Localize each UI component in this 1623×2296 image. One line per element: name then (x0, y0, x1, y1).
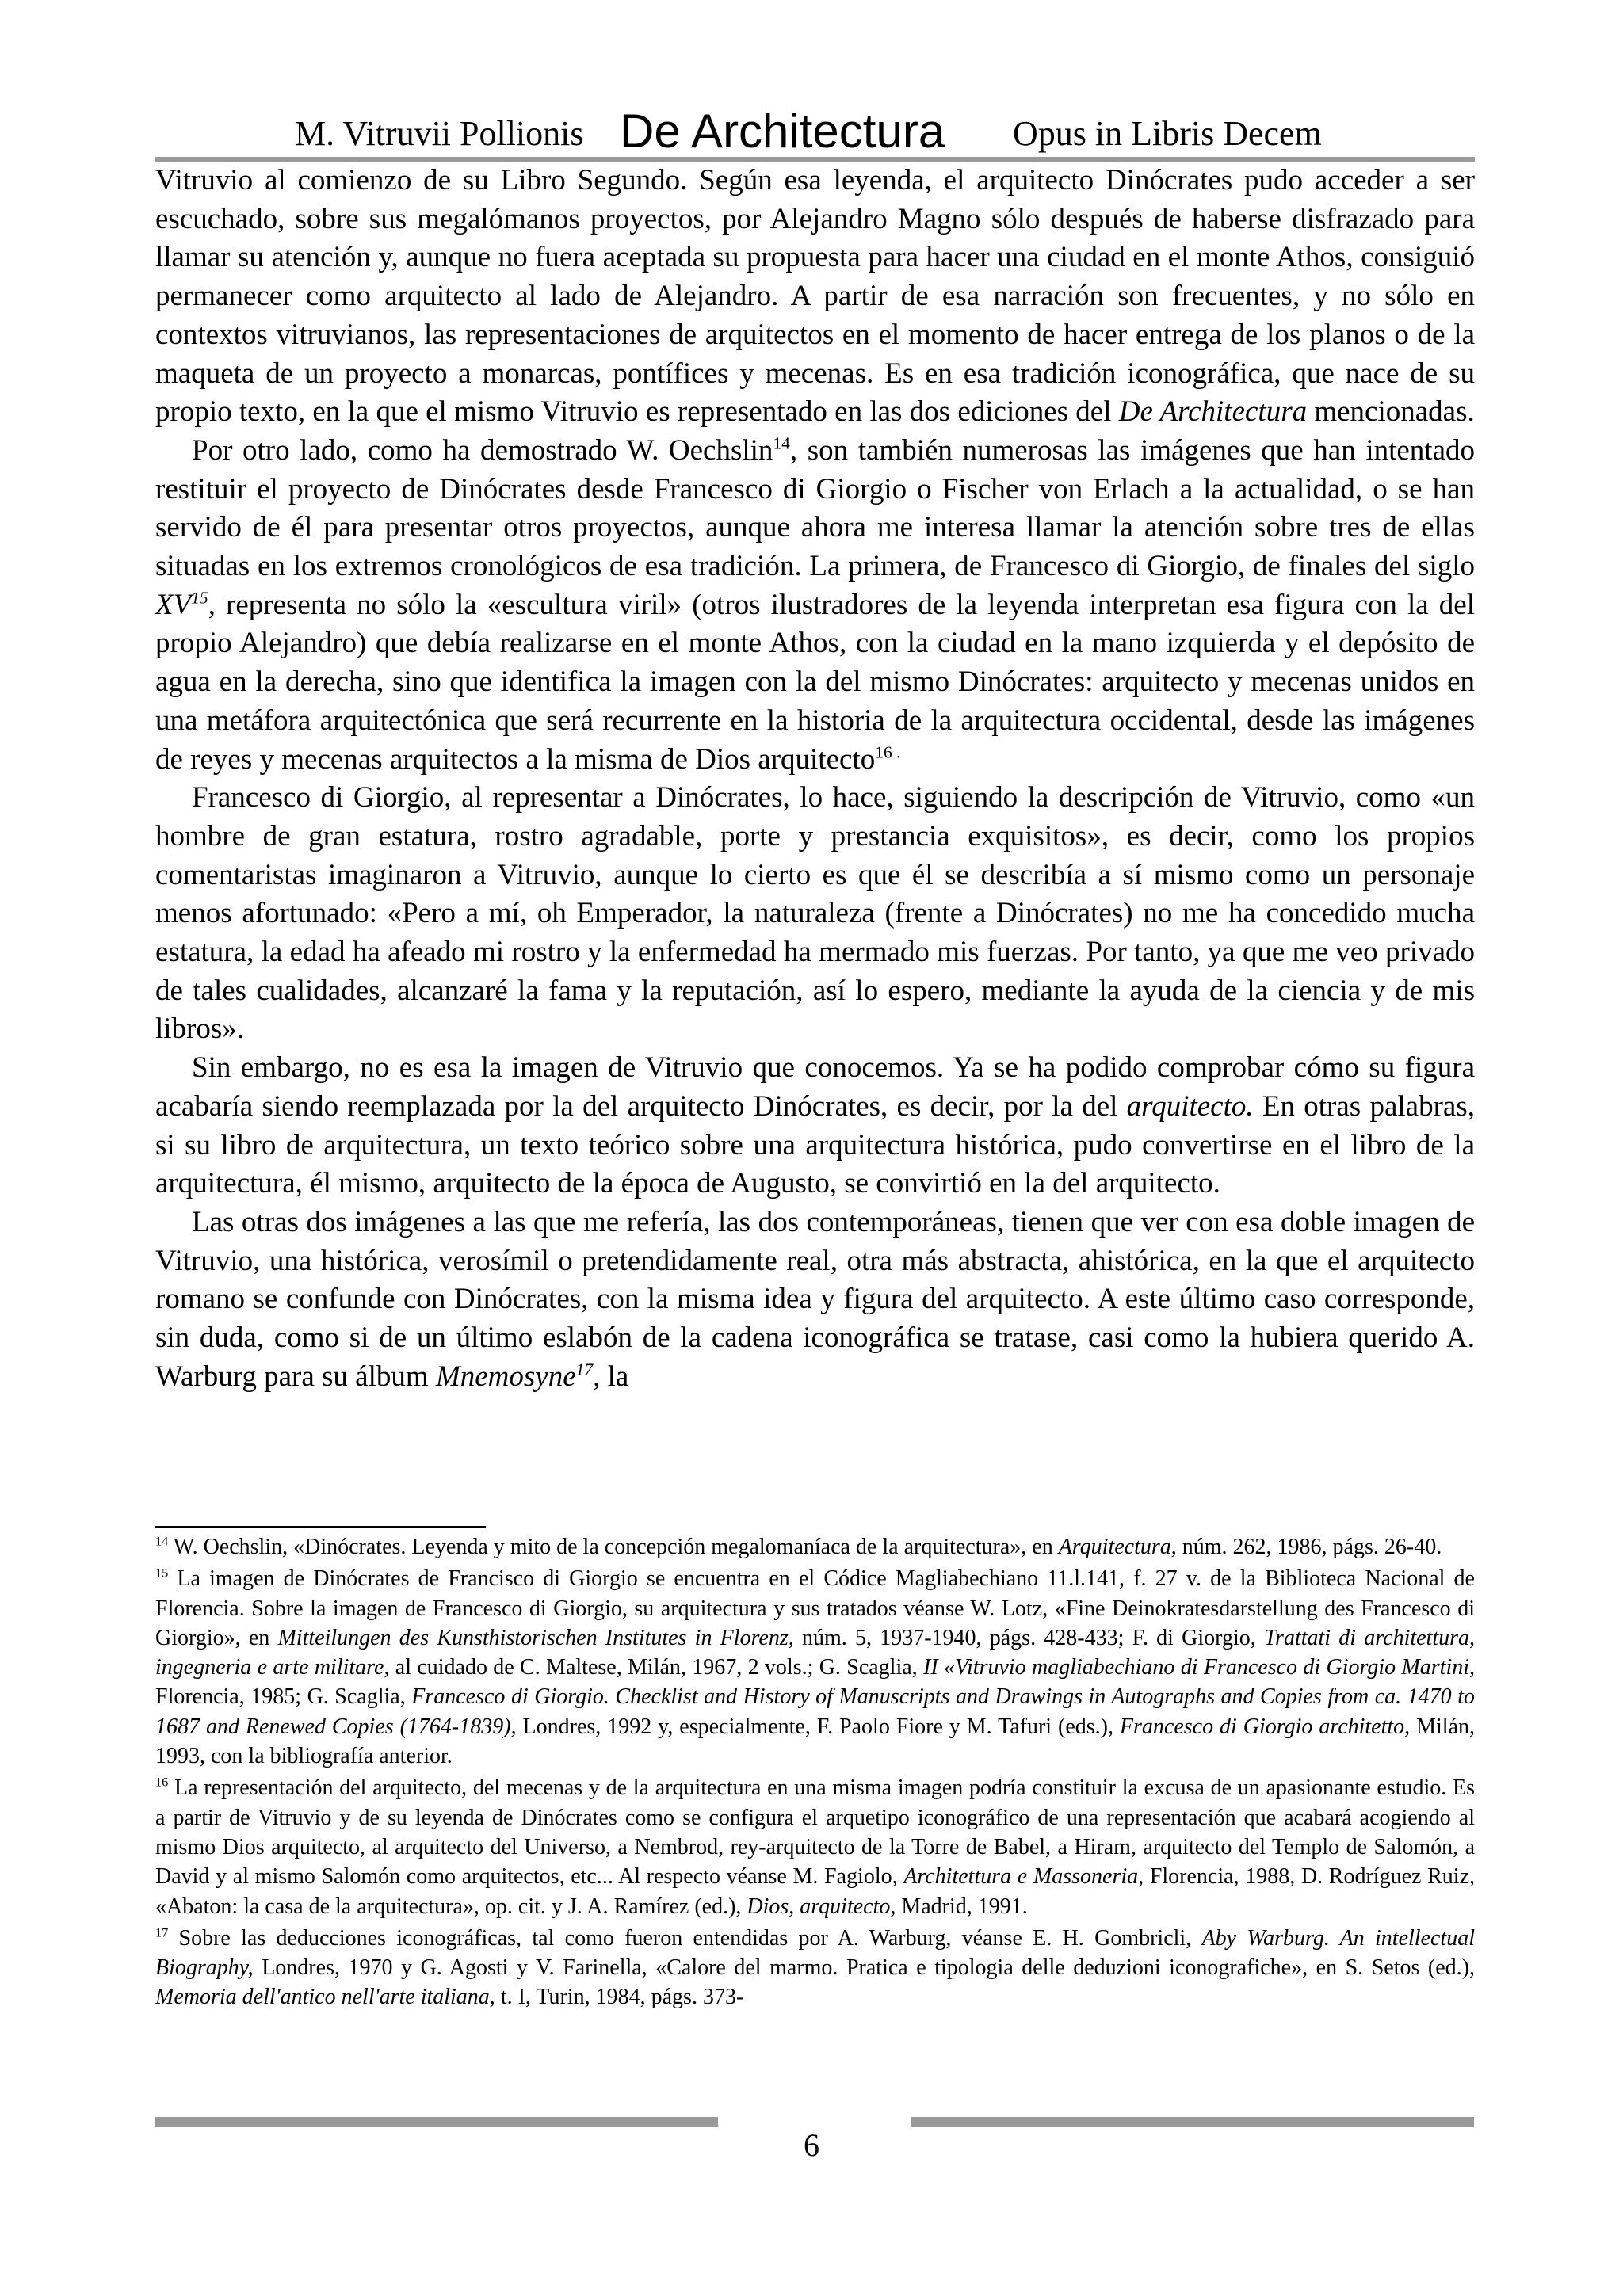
footnote-16 (155, 1773, 1475, 1920)
text-run: Las otras dos imágenes a las que me refería, las dos contemporáneas, tienen que ver con esa doble imagen de Vitruvio, una histórica, verosímil o pretendidamente real, otra más abstracta, ahistórica, en la que el arquitecto romano se confunde con Dinócrates, con la misma idea y figura del arquitecto. A este último caso corresponde, sin duda, como si de un último eslabón de la cadena iconográfica se tratase, casi como la hubiera querido A. Warburg para su álbum (155, 1205, 1475, 1393)
text-run: , son también numerosas las imágenes que han intentado restituir el proyecto de Dinócrates desde Francesco di Giorgio o Fischer von Erlach a la actualidad, o se han servido de él para presentar otros proyectos, aunque ahora me interesa llamar la atención sobre tres de ellas situadas en los extremos cronológicos de esa tradición. La primera, de Francesco di Giorgio, de finales del siglo (155, 433, 1475, 583)
page-number: 6 (804, 2127, 819, 2163)
text-run: Por otro lado, como ha demostrado W. Oechslin (192, 433, 773, 467)
text-run: al cuidado de C. Maltese, Milán, 1967, 2 vols.; G. Scaglia, (389, 1655, 923, 1680)
footnote-number: 17 (155, 1925, 169, 1940)
text-run: mencionadas. (1307, 395, 1475, 429)
italic-comma: , (593, 1360, 601, 1393)
text-run: t. I, Turin, 1984, págs. 373- (495, 1985, 744, 2010)
text-run: Londres, 1970 y G. Agosti y V. Farinella, «Calore del marmo. Pratica e tipologia delle deduzioni iconografiche», en S. Setos (ed.), (253, 1955, 1475, 1981)
text-run: Sobre las deducciones iconográficas, tal como fueron entendidas por A. Warburg, véanse E. H. Gombricli, (168, 1925, 1202, 1951)
footnote-14 (155, 1532, 1475, 1562)
text-run: Florencia, 1988, D. Rodríguez Ruiz, «Abaton: la casa de la arquitectura», op. cit. y J. A. Ramírez (ed.), (155, 1864, 1476, 1919)
text-run: Sin embargo, no es esa la imagen de Vitruvio que conocemos. Ya se ha podido comprobar cómo su figura acabaría siendo reemplazada por la del arquitecto Dinócrates, es decir, por la del (155, 1051, 1475, 1123)
italic-title: Francesco di Giorgio. Checklist and History of Manuscripts and Drawings in Autographs and Copies from ca. 1470 to 1687 and Renewed Copies (1764-1839), (155, 1684, 1475, 1739)
text-run: Vitruvio al comienzo de su Libro Segundo. Según esa leyenda, el arquitecto Dinócrates pudo acceder a ser escuchado, sobre sus megalómanos proyectos, por Alejandro Magno sólo después de haberse disfrazado para llamar su atención y, aunque no fuera aceptada su propuesta para hacer una ciudad en el monte Athos, consiguió permanecer como arquitecto al lado de Alejandro. A partir de esa narración son frecuentes, y no sólo en contextos vitruvianos, las representaciones de arquitectos en el momento de hacer entrega de los planos o de la maqueta de un proyecto a monarcas, pontífices y mecenas. Es en esa tradición iconográfica, que nace de su propio texto, en la que el mismo Vitruvio es representado en las dos ediciones del (155, 164, 1475, 429)
text-run: Madrid, 1991. (896, 1894, 1028, 1919)
footnote-ref-16: 16 . (875, 742, 901, 762)
paragraph-4 (155, 1049, 1475, 1203)
text-run: La imagen de Dinócrates de Francisco di Giorgio se encuentra en el Códice Magliabechiano 11.l.141, f. 27 v. de la Biblioteca Nacional de Florencia. Sobre la imagen de Francesco di Giorgio, su arquitectura y sus tratados véanse W. Lotz, «Fine Deinokratesdarstellung des Francesco di Giorgio», en (155, 1566, 1475, 1650)
italic-title: Mitteilungen des Kunsthistorischen Institutes in Florenz, (277, 1625, 794, 1650)
footnote-ref-15: 15 (191, 588, 208, 608)
text-run: Florencia, 1985; G. Scaglia, (155, 1684, 412, 1710)
footnotes (155, 1532, 1475, 2012)
italic-title: Francesco di Giorgio architetto, (1119, 1714, 1411, 1739)
italic-title: Mnemosyne (435, 1360, 576, 1393)
text-run: En otras palabras, si su libro de arquitectura, un texto teórico sobre una arquitectura histórica, pudo convertirse en el libro de la arquitectura, él mismo, arquitecto de la época de Augusto, se convirtió en la del arquitecto. (155, 1089, 1475, 1200)
text-run: , representa no sólo la «escultura viril» (otros ilustradores de la leyenda interpretan esa figura con la del propio Alejandro) que debía realizarse en el monte Athos, con la ciudad en la mano izquierda y el depósito de agua en la derecha, sino que identifica la imagen con la del mismo Dinócrates: arquitecto y mecenas unidos en una metáfora arquitectónica que será recurrente en la historia de la arquitectura occidental, desde las imágenes de reyes y mecenas arquitectos a la misma de Dios arquitecto (155, 588, 1475, 776)
footnote-separator (155, 1526, 486, 1528)
text-run: W. Oechslin, «Dinócrates. Leyenda y mito de la concepción megalomaníaca de la arquitectura», en (168, 1535, 1059, 1559)
header-author: M. Vitruvii Pollionis (295, 114, 584, 153)
italic-title: II «Vitruvio magliabechiano di Francesco di Giorgio Martini, (923, 1655, 1476, 1680)
text-run: núm. 262, 1986, págs. 26-40. (1176, 1535, 1442, 1559)
italic-word: arquitecto. (1126, 1089, 1254, 1123)
text-run: La representación del arquitecto, del mecenas y de la arquitectura en una misma imagen podría constituir la excusa de un apasionante estudio. Es a partir de Vitruvio y de su leyenda de Dinócrates como se configura el arquetipo iconográfico de una representación que acabará acogiendo al mismo Dios arquitecto, al arquitecto del Universo, a Nembrod, rey-arquitecto de la Torre de Babel, a Hiram, arquitecto del Templo de Salomón, a David y al mismo Salomón como arquitectos, etc... Al respecto véanse M. Fagiolo, (155, 1775, 1475, 1890)
footnote-ref-17: 17 (575, 1360, 594, 1379)
footnote-17 (155, 1924, 1475, 2012)
italic-title: De Architectura (1118, 395, 1308, 429)
italic-title: Dios, arquitecto, (747, 1894, 896, 1919)
text-run: núm. 5, 1937-1940, págs. 428-433; F. di Giorgio, (793, 1625, 1265, 1650)
body-text (155, 162, 1475, 1397)
paragraph-2 (155, 432, 1475, 779)
footnote-number: 16 (155, 1775, 169, 1791)
italic-century: XV (155, 588, 192, 621)
italic-title: Trattati di architettura, ingegneria e arte militare, (155, 1625, 1476, 1680)
paragraph-3: Francesco di Giorgio, al representar a Dinócrates, lo hace, siguiendo la descripción de Vitruvio, como «un hombre de gran estatura, rostro agradable, porte y prestancia exquisitos», es decir, como los propios comentaristas imaginaron a Vitruvio, aunque lo cierto es que él se describía a sí mismo como un personaje menos afortunado: «Pero a mí, oh Emperador, la naturaleza (frente a Dinócrates) no me ha concedido mucha estatura, la edad ha afeado mi rostro y la enfermedad ha mermado mis fuerzas. Por tanto, ya que me veo privado de tales cualidades, alcanzaré la fama y la reputación, así lo espero, mediante la ayuda de la ciencia y de mis libros». (155, 781, 1475, 1046)
text-run: Milán, 1993, con la bibliografía anterior. (155, 1714, 1475, 1769)
footnote-15 (155, 1564, 1475, 1771)
paragraph-5 (155, 1203, 1475, 1397)
text-run: Londres, 1992 y, especialmente, F. Paolo Fiore y M. Tafuri (eds.), (516, 1714, 1120, 1739)
footnote-ref-14: 14 (773, 433, 790, 453)
italic-title: Aby Warburg. An intellectual Biography, (155, 1925, 1475, 1981)
italic-title: Arquitectura, (1058, 1535, 1177, 1559)
header-subtitle: Opus in Libris Decem (1013, 114, 1322, 153)
page-header (155, 101, 1475, 162)
italic-title: Architettura e Massoneria, (903, 1864, 1144, 1890)
header-title: De Architectura (620, 105, 945, 158)
footnote-number: 14 (155, 1534, 169, 1549)
text-run: la (600, 1360, 629, 1393)
paragraph-1 (155, 162, 1475, 432)
footnote-number: 15 (155, 1566, 169, 1581)
italic-title: Memoria dell'antico nell'arte italiana, (155, 1985, 495, 2010)
